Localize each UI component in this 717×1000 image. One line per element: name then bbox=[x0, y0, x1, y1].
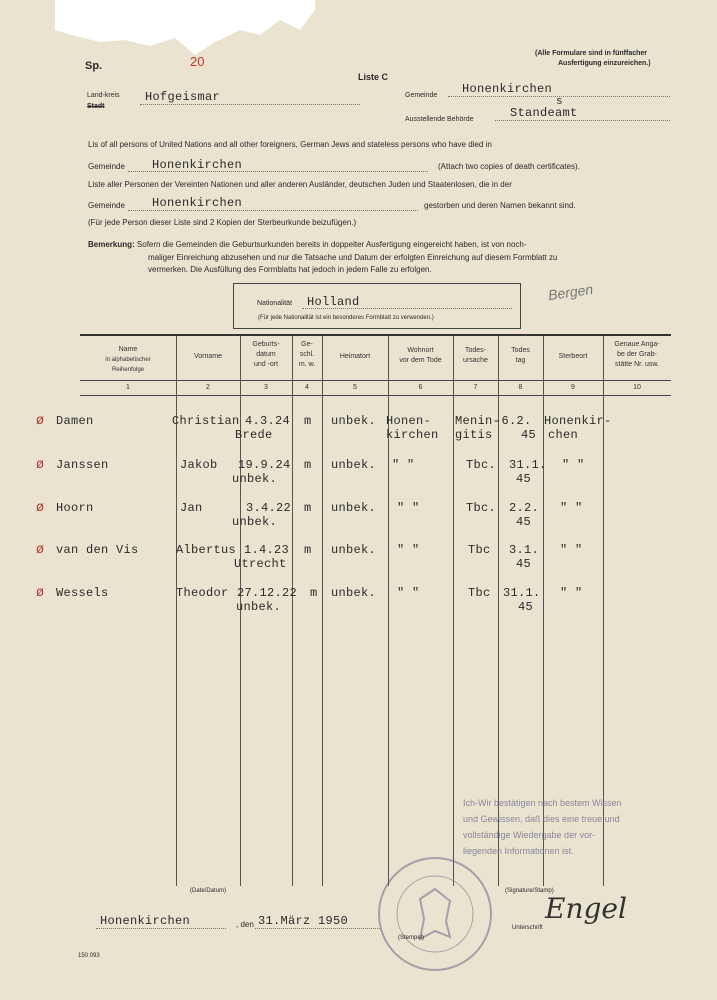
cell-vorname: Christian bbox=[172, 414, 240, 428]
col-header-geburt: Geburts- datum und -ort bbox=[252, 341, 280, 368]
cell-sex: m bbox=[304, 501, 312, 515]
cell-birth-date: 4.3.24 bbox=[245, 414, 291, 428]
cell-vorname: Theodor bbox=[176, 586, 229, 600]
place-value: Honenkirchen bbox=[100, 914, 191, 928]
cell-home: unbek. bbox=[331, 586, 377, 600]
red-check-mark: ø bbox=[36, 457, 44, 472]
gemeinde-label-english: Gemeinde bbox=[88, 162, 125, 171]
cell-cause: Tbc bbox=[468, 586, 491, 600]
signature: Engel bbox=[545, 892, 627, 925]
cell-birth-place: Brede bbox=[235, 428, 273, 442]
gemeinde-label-top: Gemeinde bbox=[405, 92, 438, 99]
cell-residence: " " bbox=[397, 586, 420, 600]
german-text-line2: gestorben und deren Namen bekannt sind. bbox=[424, 201, 576, 210]
attach-note: (Attach two copies of death certificates). bbox=[438, 162, 580, 171]
col-header-sterbeort: Sterbeort bbox=[558, 353, 588, 360]
col-number: 7 bbox=[473, 384, 478, 391]
form-code-label: Sp. bbox=[85, 60, 103, 72]
seal-graphic bbox=[380, 859, 490, 969]
remark-line1: Bemerkung: Sofern die Gemeinden die Geburtsurkunden bereits in doppelter Ausfertigung eingereicht haben, ist von noch- bbox=[88, 240, 527, 249]
cell-death-date: 31.1. bbox=[503, 586, 541, 600]
col-header-vorname: Vorname bbox=[193, 353, 223, 360]
nationality-label: Nationalität bbox=[257, 300, 293, 307]
cell-death-place: " " bbox=[560, 501, 583, 515]
col-header-grabstaette: Genaue Anga- be der Grab- stätte Nr. usw. bbox=[614, 341, 660, 368]
col-header-wohnort: Wohnort vor dem Tode bbox=[399, 347, 442, 364]
col-number: 9 bbox=[571, 384, 575, 391]
red-check-mark: ø bbox=[36, 585, 44, 600]
col-number: 8 bbox=[518, 384, 523, 391]
cell-birth-date: 3.4.22 bbox=[246, 501, 292, 515]
cell-home: unbek. bbox=[331, 543, 377, 557]
col-number: 1 bbox=[126, 384, 130, 391]
gemeinde-value-top: Honenkirchen bbox=[462, 82, 553, 96]
cell-residence: " " bbox=[397, 543, 420, 557]
cell-name: Wessels bbox=[56, 586, 109, 600]
cell-vorname: Jakob bbox=[180, 458, 218, 472]
cell-residence: " " bbox=[397, 501, 420, 515]
date-value: 31.März 1950 bbox=[258, 914, 349, 928]
cell-residence: " " bbox=[392, 458, 415, 472]
red-check-mark: ø bbox=[36, 413, 44, 428]
cell-cause: Tbc. bbox=[466, 458, 497, 472]
torn-edge-graphic bbox=[55, 0, 315, 60]
cell-birth-date: 1.4.23 bbox=[244, 543, 290, 557]
stamp-signature-label: (Signature/Stamp) bbox=[505, 888, 554, 894]
col-header-name: Name in alphabetischer Reihenfolge bbox=[105, 346, 151, 373]
cell-sex: m bbox=[310, 586, 318, 600]
cell-residence: kirchen bbox=[386, 428, 439, 442]
cell-death-date: 3.1. bbox=[509, 543, 540, 557]
col-number: 4 bbox=[305, 384, 309, 391]
col-number: 5 bbox=[353, 384, 357, 391]
landkreis-label: Land-kreis bbox=[87, 92, 120, 99]
behoerde-value: Standeamt bbox=[510, 106, 578, 120]
table-header-rule bbox=[80, 380, 671, 381]
cell-home: unbek. bbox=[331, 414, 377, 428]
cell-birth-place: unbek. bbox=[236, 600, 282, 614]
cell-name: Janssen bbox=[56, 458, 109, 472]
nationality-note: (Für jede Nationalität ist ein besonderes Formblatt zu verwenden.) bbox=[258, 315, 434, 321]
cell-death-place: Honenkir- bbox=[544, 414, 612, 428]
col-number: 2 bbox=[206, 384, 210, 391]
cell-death-date: 45 bbox=[518, 600, 534, 614]
cell-death-place: " " bbox=[560, 586, 583, 600]
cell-death-place: chen bbox=[548, 428, 579, 442]
red-check-mark: ø bbox=[36, 542, 44, 557]
cell-cause: gitis bbox=[455, 428, 493, 442]
red-check-mark: ø bbox=[36, 500, 44, 515]
col-divider bbox=[453, 336, 454, 886]
col-divider bbox=[292, 336, 293, 886]
col-header-todestag: Todes tag bbox=[511, 347, 530, 364]
col-number: 10 bbox=[633, 384, 641, 391]
cell-birth-place: unbek. bbox=[232, 472, 278, 486]
stadtkreis-label: Stadt bbox=[87, 103, 105, 110]
english-text-line1: Lis of all persons of United Nations and all other foreigners, German Jews and stateless persons who have died in bbox=[88, 140, 492, 149]
copies-per-person-note: (Für jede Person dieser Liste sind 2 Kopien der Sterbeurkunde beizufügen.) bbox=[88, 218, 357, 227]
col-number: 6 bbox=[418, 384, 423, 391]
cell-death-date: 45 bbox=[516, 472, 532, 486]
gemeinde-value-german: Honenkirchen bbox=[152, 196, 243, 210]
cell-death-place: " " bbox=[562, 458, 585, 472]
cell-birth-place: Utrecht bbox=[234, 557, 287, 571]
remark-line3: vermerken. Die Ausfüllung des Formblatts hat jedoch in jedem Falle zu erfolgen. bbox=[148, 265, 432, 274]
behoerde-superscript: s bbox=[556, 96, 563, 108]
cell-vorname: Jan bbox=[180, 501, 203, 515]
cell-name: Damen bbox=[56, 414, 94, 428]
col-header-todesursache: Todes- ursache bbox=[463, 347, 488, 364]
cell-death-place: " " bbox=[560, 543, 583, 557]
col-header-heimatort: Heimatort bbox=[339, 353, 371, 360]
den-label: , den bbox=[236, 920, 254, 929]
print-code: 150 093 bbox=[78, 953, 100, 959]
cell-birth-place: unbek. bbox=[232, 515, 278, 529]
cell-home: unbek. bbox=[331, 458, 377, 472]
copies-note-line1: (Alle Formulare sind in fünffacher bbox=[535, 50, 648, 57]
cell-birth-date: 19.9.24 bbox=[238, 458, 291, 472]
german-text-line1: Liste aller Personen der Vereinten Nationen und aller anderen Ausländer, deutschen Juden und Staatenlosen, die in der bbox=[88, 180, 512, 189]
stempel-label: (Stempel) bbox=[398, 935, 425, 941]
behoerde-label: Ausstellende Behörde bbox=[405, 116, 474, 123]
nationality-value: Holland bbox=[307, 295, 360, 309]
gemeinde-label-german: Gemeinde bbox=[88, 201, 125, 210]
table-top-rule bbox=[80, 334, 671, 336]
col-divider bbox=[322, 336, 323, 886]
cell-sex: m bbox=[304, 458, 312, 472]
cell-vorname: Albertus bbox=[176, 543, 237, 557]
cell-cause: Tbc. bbox=[466, 501, 497, 515]
landkreis-value: Hofgeismar bbox=[145, 90, 221, 104]
pencil-annotation: Bergen bbox=[547, 280, 595, 304]
round-seal-stamp bbox=[378, 857, 492, 971]
cell-residence: Honen- bbox=[386, 414, 432, 428]
date-label: (Date/Datum) bbox=[190, 888, 227, 894]
cell-death-date: 45 bbox=[521, 428, 537, 442]
certification-stamp-text: Ich-Wir bestätigen nach bestem Wissen und Gewissen, daß dies eine treue und vollständige Wiedergabe der vor- liegenden Informationen ist. bbox=[463, 798, 622, 856]
cell-death-date: 2.2. bbox=[509, 501, 540, 515]
cell-name: Hoorn bbox=[56, 501, 94, 515]
cell-birth-date: 27.12.22 bbox=[237, 586, 298, 600]
cell-cause: Tbc bbox=[468, 543, 491, 557]
cell-death-date: 45 bbox=[516, 557, 532, 571]
cell-sex: m bbox=[304, 543, 312, 557]
cell-death-date: 31.1. bbox=[509, 458, 547, 472]
col-number: 3 bbox=[264, 384, 268, 391]
copies-note-line2: Ausfertigung einzureichen.) bbox=[558, 60, 651, 67]
unterschrift-label: Unterschrift bbox=[512, 925, 543, 931]
cell-cause: Menin- bbox=[455, 414, 501, 428]
cell-sex: m bbox=[304, 414, 312, 428]
remark-line2: maliger Einreichung abzusehen und nur die Tatsache und Datum der erfolgten Einreichung auf diesem Formblatt zu bbox=[148, 253, 558, 262]
col-header-geschl: Ge- schl. m. w. bbox=[298, 341, 316, 368]
cell-death-date: 45 bbox=[516, 515, 532, 529]
list-title: Liste C bbox=[358, 72, 389, 82]
cell-home: unbek. bbox=[331, 501, 377, 515]
cell-death-date: -6.2. bbox=[494, 414, 532, 428]
gemeinde-value-english: Honenkirchen bbox=[152, 158, 243, 172]
red-annotation: 20 bbox=[190, 54, 205, 69]
cell-name: van den Vis bbox=[56, 543, 139, 557]
table-number-rule bbox=[80, 395, 671, 396]
